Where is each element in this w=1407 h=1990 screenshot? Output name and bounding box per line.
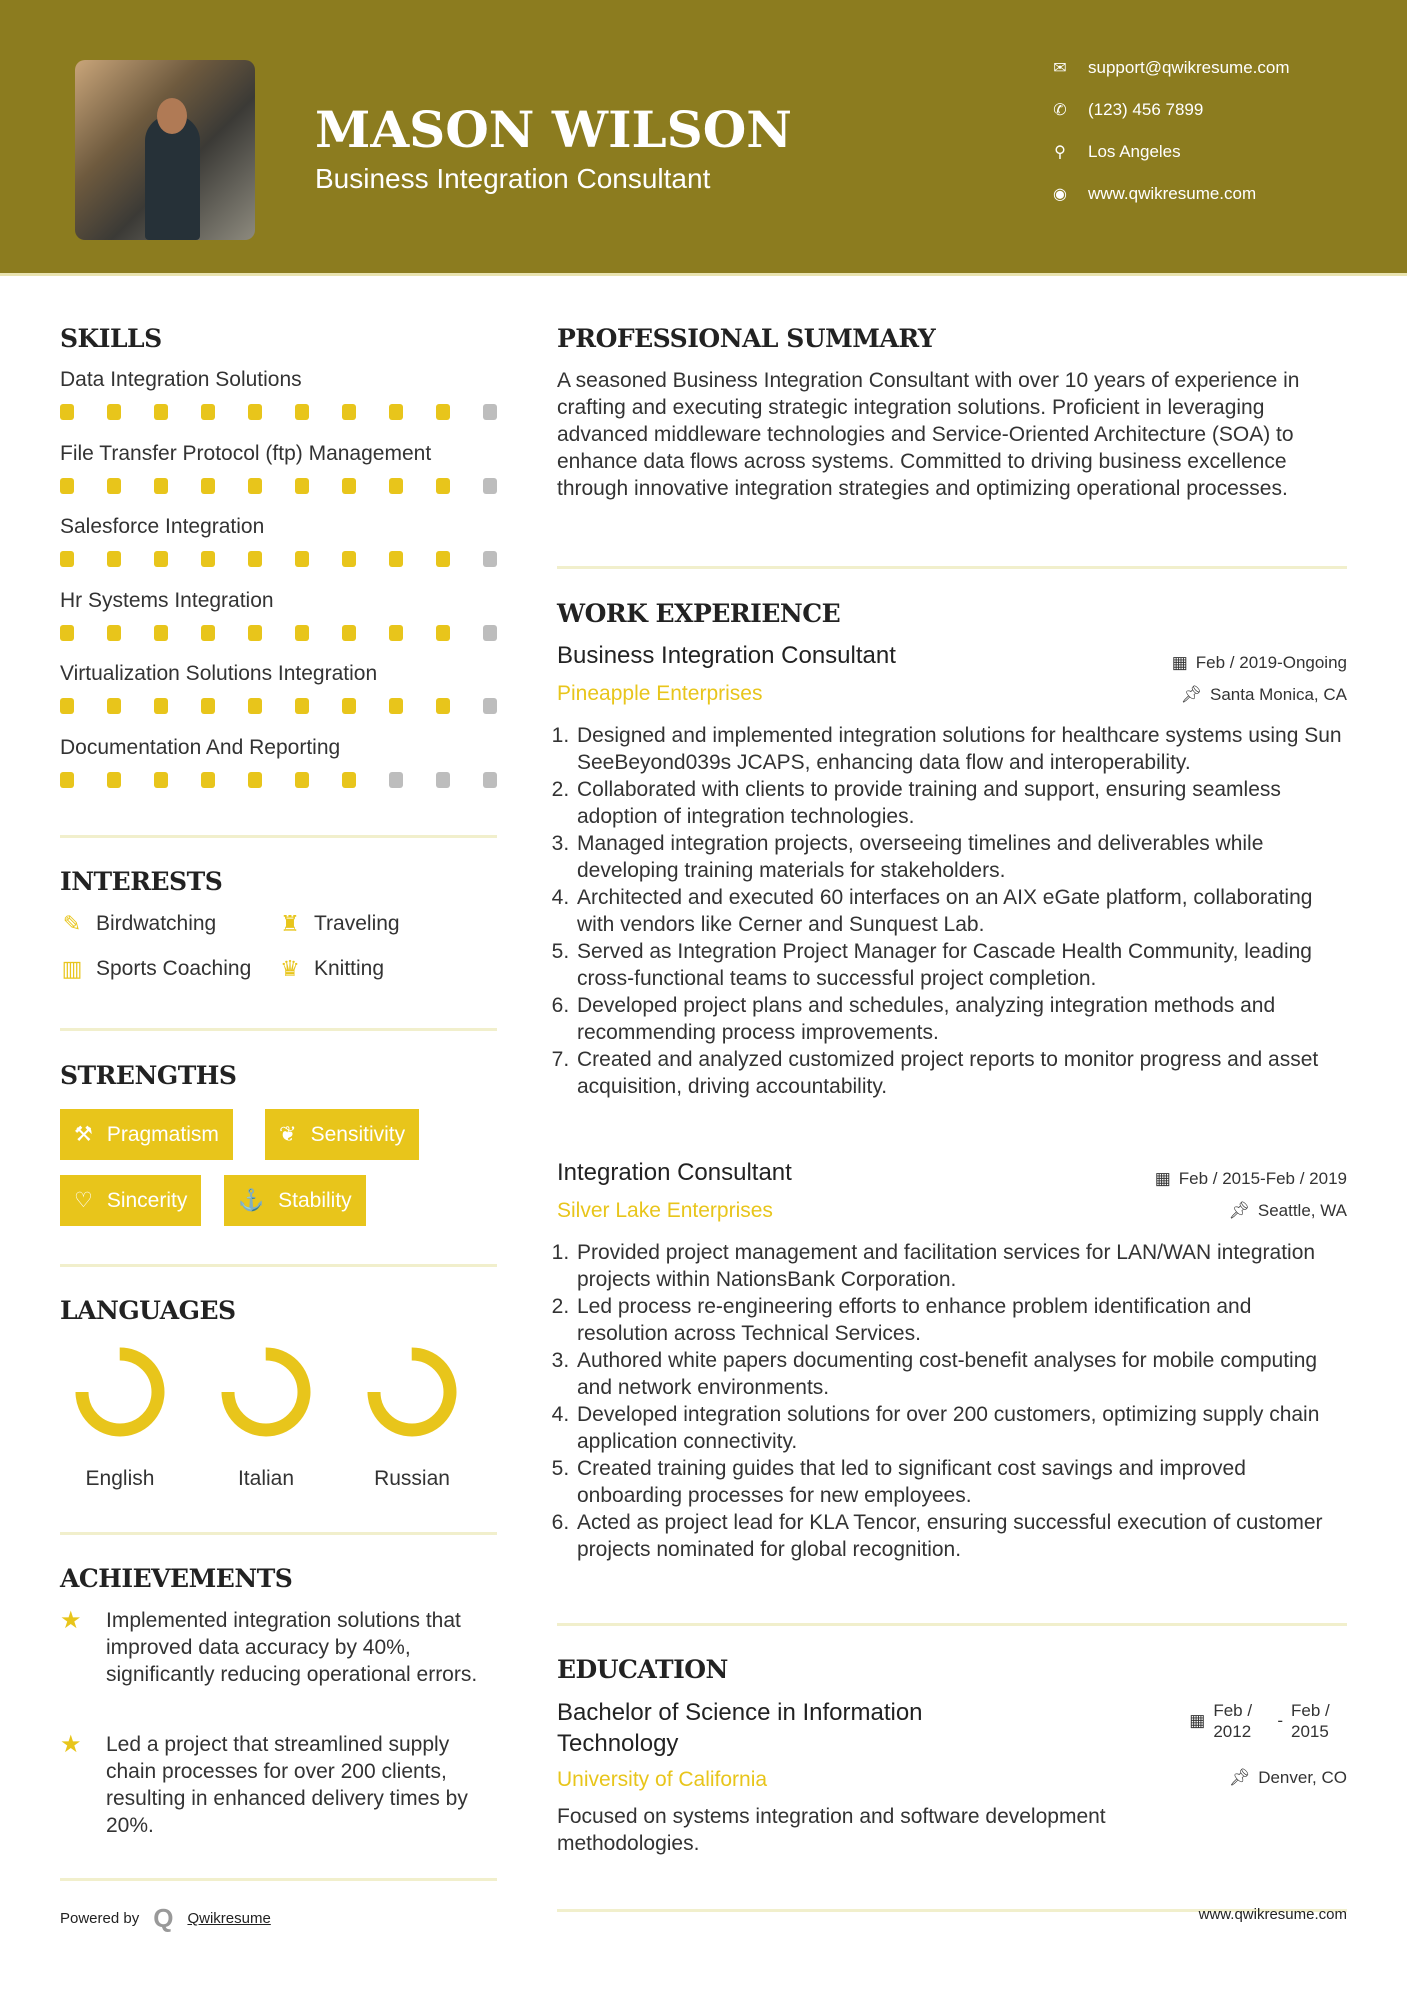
job-bullet: 7. Created and analyzed customized project reports to monitor progress and asset acquisition, driving accountability. [575,1046,1347,1100]
job-title: Integration Consultant [557,1159,792,1186]
language-name: Russian [374,1467,450,1490]
candidate-name: MASON WILSON [315,100,792,159]
qwikresume-logo-icon: Q [153,1903,174,1933]
job-bullet: 5. Served as Integration Project Manager for Cascade Health Community, leading cross-functional teams to successful project completion. [575,938,1347,992]
rating-dot-filled [248,404,262,420]
skill-rating [60,625,497,641]
achievement-item: ★ Led a project that streamlined supply chain processes for over 200 clients, resulting in enhanced delivery times by 20%. [60,1731,468,1837]
candidate-title: Business Integration Consultant [315,163,711,194]
achievement-item: ★ Implemented integration solutions that improved data accuracy by 40%, significantly reducing operational errors. [60,1607,478,1686]
pushpin-icon: 📌︎ [1228,1768,1251,1787]
job-bullet: 3. Authored white papers documenting cost-benefit analyses for mobile computing and network environments. [575,1347,1347,1401]
job-bullet: 1. Designed and implemented integration solutions for healthcare systems using Sun SeeBeyond039s JCAPS, enhancing data flow and interoperability. [575,722,1347,776]
rating-dot-filled [60,478,74,494]
language-item [206,1345,326,1491]
rating-dot-filled [295,625,309,641]
rating-dot-filled [60,698,74,714]
rating-dot-filled [295,404,309,420]
rating-dot-filled [436,625,450,641]
rating-dot-filled [436,698,450,714]
rating-dot-filled [248,478,262,494]
job-dates: ▦ Feb / 2015-Feb / 2019 [1154,1169,1347,1188]
rating-dot-filled [389,698,403,714]
contact-phone: ✆ (123) 456 7899 [1050,100,1203,120]
contact-website[interactable]: ◉ www.qwikresume.com [1050,184,1256,204]
job-bullet: 1. Provided project management and facilitation services for LAN/WAN integration projects within NationsBank Corporation. [575,1239,1347,1293]
contact-email[interactable]: ✉ support@qwikresume.com [1050,58,1290,78]
job-bullets [557,1239,1347,1563]
skill-item [60,736,497,788]
contact-location: ⚲ Los Angeles [1050,142,1181,162]
rating-dot-filled [201,772,215,788]
rating-dot-filled [60,404,74,420]
skill-name: File Transfer Protocol (ftp) Management [60,441,432,465]
interest-item: ♜ Traveling [278,911,400,937]
profile-photo [75,60,255,240]
rating-dot-empty [483,625,497,641]
rating-dot-empty [436,772,450,788]
interest-item: ▥ Sports Coaching [61,956,252,981]
job-bullet: 5. Created training guides that led to significant cost savings and improved onboarding processes for new employees. [575,1455,1347,1509]
job-company: Pineapple Enterprises [557,682,763,705]
rating-dot-filled [201,551,215,567]
skill-item [60,589,497,641]
interests-heading: INTERESTS [60,867,223,896]
rating-dot-filled [248,625,262,641]
rating-dot-empty [389,772,403,788]
strengths-heading: STRENGTHS [60,1061,237,1090]
strength-tag: ⚒ Pragmatism [60,1109,233,1160]
rating-dot-filled [201,478,215,494]
pushpin-icon: 📌︎ [1228,1201,1250,1220]
globe-icon: ◉ [1053,186,1067,203]
rating-dot-filled [389,625,403,641]
rating-dot-filled [154,625,168,641]
calendar-icon: ▦ [1171,653,1188,672]
language-name: English [85,1467,155,1490]
rating-dot-filled [107,772,121,788]
achievements-heading: ACHIEVEMENTS [60,1564,293,1593]
strength-tag: ❦ Sensitivity [265,1109,419,1160]
education-dates: ▦ Feb / 2012 - Feb / 2015 [1189,1701,1330,1741]
rating-dot-filled [295,698,309,714]
job-title: Business Integration Consultant [557,642,896,669]
rating-dot-filled [107,625,121,641]
qwikresume-link[interactable]: Qwikresume [187,1910,271,1927]
rating-dot-empty [483,478,497,494]
rating-dot-filled [154,478,168,494]
rating-dot-filled [342,478,356,494]
rating-dot-empty [483,551,497,567]
job-bullet: 2. Led process re-engineering efforts to enhance problem identification and resolution across Technical Services. [575,1293,1347,1347]
rating-dot-filled [342,698,356,714]
heart-icon: ♡ [74,1189,93,1212]
pencil-square-icon: ✎ [62,911,82,936]
rating-dot-filled [295,551,309,567]
powered-by: Powered by Q Qwikresume [60,1903,271,1933]
rating-dot-filled [436,551,450,567]
job-location: 📌︎ Seattle, WA [1228,1201,1347,1220]
rating-dot-filled [60,772,74,788]
skill-rating [60,772,497,788]
rating-dot-filled [154,772,168,788]
skill-name: Hr Systems Integration [60,588,274,612]
rating-dot-filled [389,404,403,420]
language-progress-ring [219,1345,313,1439]
rating-dot-filled [389,551,403,567]
job-company: Silver Lake Enterprises [557,1199,773,1222]
binoculars-icon: ♜ [280,911,300,936]
calendar-icon: ▦ [1154,1169,1171,1188]
job-bullets [557,722,1347,1100]
language-progress-ring [365,1345,459,1439]
divider [557,566,1347,569]
rating-dot-filled [342,404,356,420]
divider [60,1264,497,1267]
map-pin-icon: ⚲ [1054,144,1066,161]
rating-dot-filled [295,772,309,788]
skill-item [60,515,497,567]
strength-tag: ⚓ Stability [224,1175,366,1226]
rating-dot-filled [107,478,121,494]
skill-item [60,662,497,714]
rating-dot-filled [60,551,74,567]
rating-dot-filled [436,404,450,420]
language-item [352,1345,472,1491]
rating-dot-filled [248,551,262,567]
star-icon: ★ [60,1607,82,1634]
divider [60,1028,497,1031]
rating-dot-filled [107,551,121,567]
divider [60,1532,497,1535]
interest-item: ✎ Birdwatching [60,911,216,937]
rating-dot-filled [248,772,262,788]
language-item [60,1345,180,1491]
divider [557,1623,1347,1626]
job-bullet: 2. Collaborated with clients to provide training and support, ensuring seamless adoption of integration technologies. [575,776,1347,830]
education-description: Focused on systems integration and software development methodologies. [557,1805,1106,1855]
rating-dot-filled [342,772,356,788]
summary-heading: PROFESSIONAL SUMMARY [557,324,936,353]
skill-item [60,442,497,494]
rating-dot-filled [248,698,262,714]
skill-name: Documentation And Reporting [60,735,341,759]
skills-heading: SKILLS [60,324,162,353]
language-name: Italian [237,1467,295,1490]
rating-dot-filled [154,404,168,420]
rating-dot-filled [60,625,74,641]
rating-dot-filled [154,551,168,567]
skill-name: Salesforce Integration [60,515,265,538]
skill-item [60,368,497,420]
summary-text: A seasoned Business Integration Consultant with over 10 years of experience in crafting and executing strategic integration solutions. Proficient in leveraging advanced middleware technologies and Service-Oriented Architecture (SOA) to enhance data flows across systems. Committed to driving business excellence through innovative integration strategies and optimizing operational processes. [557,369,1300,500]
job-bullet: 4. Developed integration solutions for over 200 customers, optimizing supply chain application connectivity. [575,1401,1347,1455]
rating-dot-filled [342,551,356,567]
rating-dot-filled [342,625,356,641]
gavel-icon: ⚒ [74,1123,93,1146]
interest-item: ♛ Knitting [278,956,384,982]
pushpin-icon: 📌︎ [1180,685,1202,704]
skill-rating [60,698,497,714]
rating-dot-filled [107,698,121,714]
job-bullet: 6. Developed project plans and schedules, analyzing integration methods and recommending process improvements. [575,992,1347,1046]
briefcase-icon: ▥ [61,956,83,981]
rating-dot-filled [201,625,215,641]
skill-name: Data Integration Solutions [60,368,302,391]
rating-dot-empty [483,698,497,714]
rating-dot-filled [154,698,168,714]
education-heading: EDUCATION [557,1655,728,1684]
rating-dot-filled [389,478,403,494]
rating-dot-filled [436,478,450,494]
envelope-icon: ✉ [1053,60,1067,77]
footer-website[interactable]: www.qwikresume.com [1198,1906,1347,1923]
education-location: 📌︎ Denver, CO [1228,1768,1347,1787]
work-heading: WORK EXPERIENCE [557,599,841,628]
anchor-icon: ⚓ [238,1188,265,1212]
rating-dot-filled [201,698,215,714]
leaf-icon: ❦ [279,1123,297,1146]
rating-dot-empty [483,404,497,420]
divider [60,835,497,838]
skill-rating [60,551,497,567]
divider [60,1878,497,1881]
calendar-icon: ▦ [1189,1711,1206,1730]
job-location: 📌︎ Santa Monica, CA [1180,685,1347,704]
school-name: University of California [557,1768,768,1791]
rating-dot-filled [201,404,215,420]
languages-heading: LANGUAGES [60,1296,236,1325]
strength-tag: ♡ Sincerity [60,1175,201,1226]
skill-name: Virtualization Solutions Integration [60,662,378,685]
skill-rating [60,478,497,494]
rating-dot-filled [295,478,309,494]
job-bullet: 4. Architected and executed 60 interfaces on an AIX eGate platform, collaborating with vendors like Cerner and Sunquest Lab. [575,884,1347,938]
phone-icon: ✆ [1053,102,1067,119]
trophy-icon: ♛ [280,956,300,981]
job-bullet: 3. Managed integration projects, overseeing timelines and deliverables while developing training materials for stakeholders. [575,830,1347,884]
star-icon: ★ [60,1731,82,1758]
language-progress-ring [73,1345,167,1439]
rating-dot-empty [483,772,497,788]
job-dates: ▦ Feb / 2019-Ongoing [1171,653,1347,672]
degree-title: Bachelor of Science in Information Technology [557,1699,923,1757]
job-bullet: 6. Acted as project lead for KLA Tencor, ensuring successful execution of customer projects nominated for global recognition. [575,1509,1347,1563]
rating-dot-filled [107,404,121,420]
header [0,0,1407,276]
skill-rating [60,404,497,420]
